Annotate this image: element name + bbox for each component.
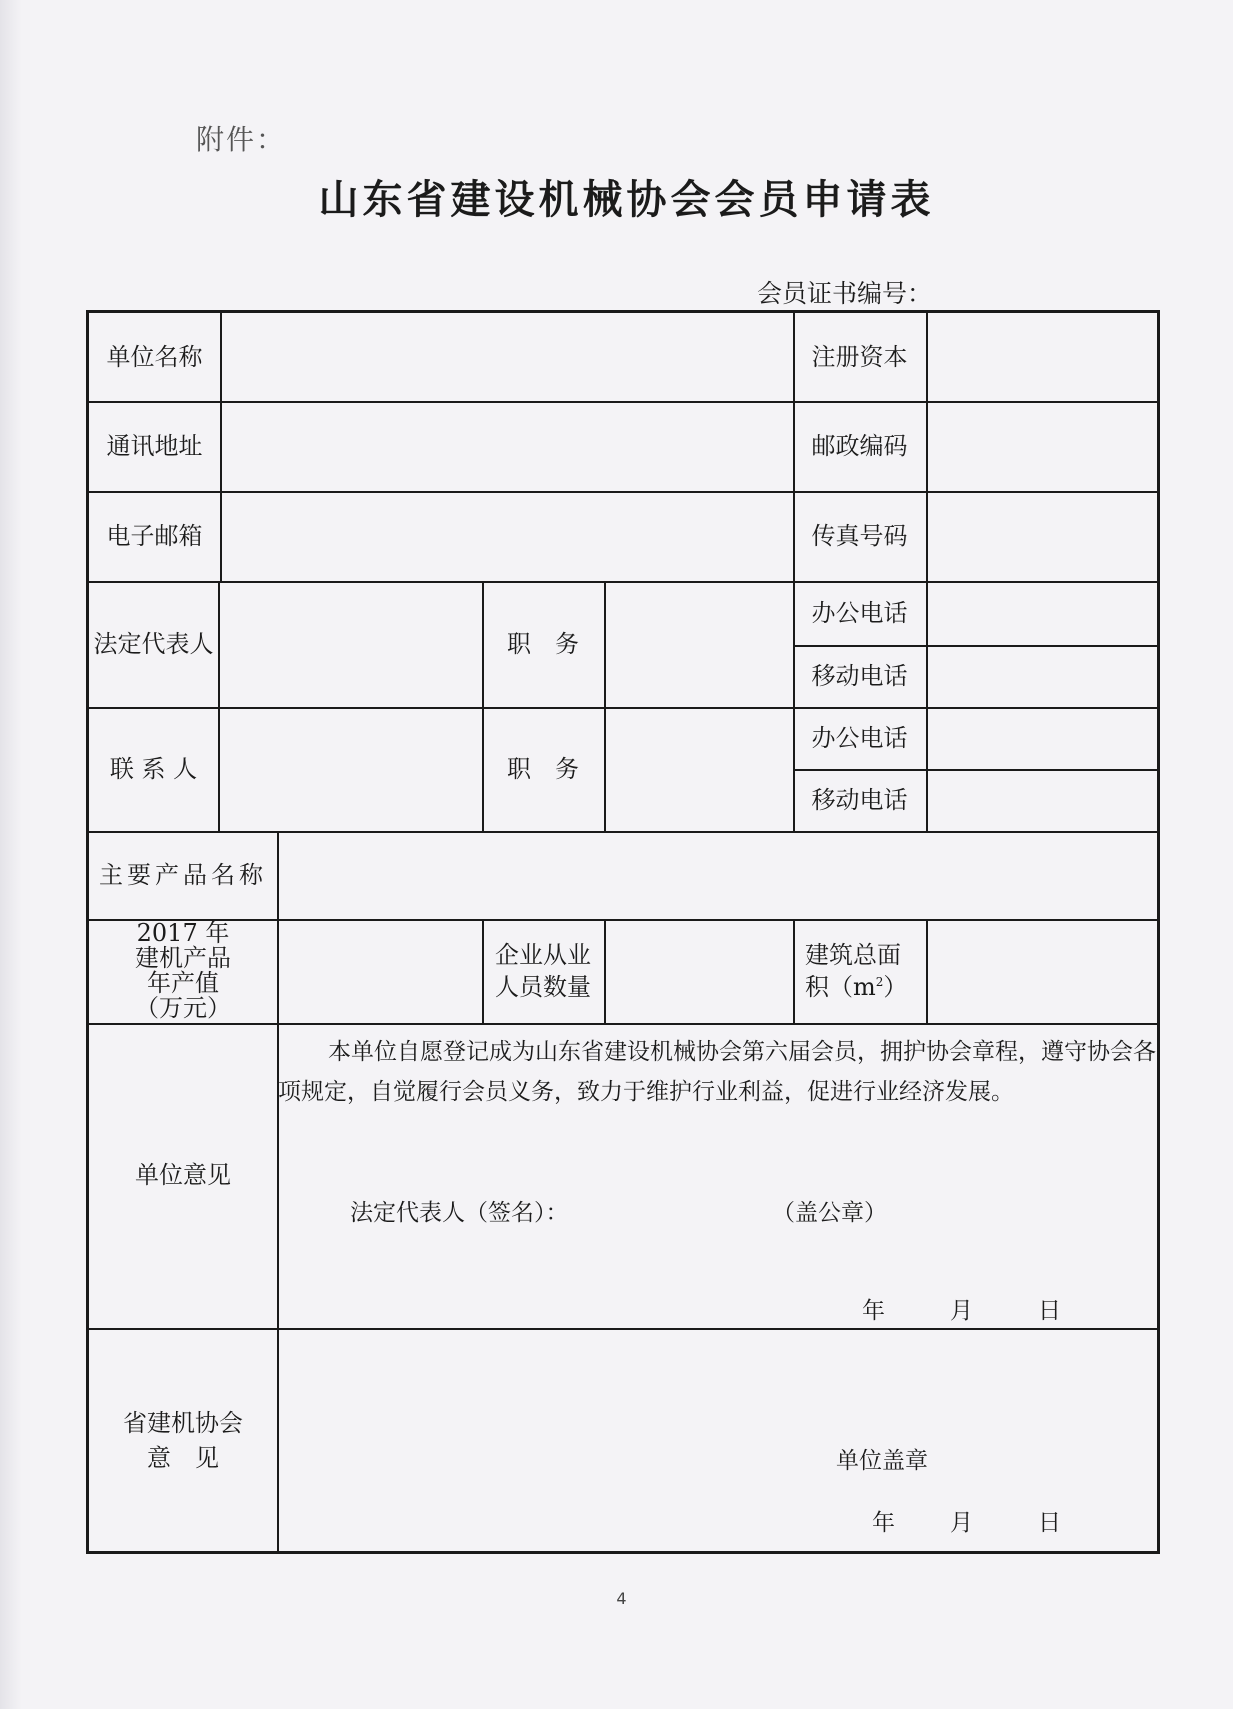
certificate-number-label: 会员证书编号： xyxy=(757,279,933,308)
postal-code-field[interactable] xyxy=(928,403,1155,489)
date-year-1: 年 xyxy=(862,1298,885,1324)
contact-mobile-phone-label: 移动电话 xyxy=(811,785,908,814)
registered-capital-field[interactable] xyxy=(928,315,1155,399)
contact-field[interactable] xyxy=(220,709,480,829)
annual-output-field[interactable] xyxy=(279,921,480,1021)
legal-rep-mobile-phone-label: 移动电话 xyxy=(811,661,908,690)
stamp-label: （盖公章） xyxy=(772,1200,887,1226)
building-area-field[interactable] xyxy=(928,921,1155,1021)
date-day-2: 日 xyxy=(1038,1510,1061,1536)
contact-mobile-phone-field[interactable] xyxy=(928,771,1155,829)
employees-label xyxy=(482,919,604,1023)
legal-rep-position-field[interactable] xyxy=(606,583,791,705)
employees-label-line2: 人员数量 xyxy=(495,973,591,1001)
contact-label: 联 系 人 xyxy=(109,754,198,783)
address-field[interactable] xyxy=(222,403,791,489)
contact-position-field[interactable] xyxy=(606,709,791,829)
legal-rep-office-phone-label: 办公电话 xyxy=(811,598,908,627)
legal-rep-signature-label: 法定代表人（签名）： xyxy=(350,1200,569,1226)
legal-rep-office-phone-field[interactable] xyxy=(928,583,1155,643)
application-form-table xyxy=(86,310,1160,1554)
page-number: 4 xyxy=(616,1589,627,1608)
email-field[interactable] xyxy=(222,493,791,579)
email-label: 电子邮箱 xyxy=(106,521,203,550)
building-area-label-line2-wrap: 积$(m^2)$ xyxy=(805,973,908,1001)
contact-office-phone-label: 办公电话 xyxy=(811,723,908,752)
legal-rep-mobile-phone-field[interactable] xyxy=(928,647,1155,705)
contact-position-label: 职 务 xyxy=(507,754,579,783)
date-day-1: 日 xyxy=(1038,1298,1061,1324)
annual-output-label-line2: 建机产品 xyxy=(135,943,231,972)
page-edge-shadow xyxy=(0,0,22,1709)
legal-rep-field[interactable] xyxy=(220,583,480,705)
date-month-2: 月 xyxy=(950,1510,973,1536)
address-label: 通讯地址 xyxy=(106,431,203,460)
membership-statement: 本单位自愿登记成为山东省建设机械协会第六届会员，拥护协会章程，遵守协会各项规定，自觉履行会员义务，致力于维护行业利益，促进行业经济发展。 xyxy=(278,1039,1156,1105)
postal-code-label: 邮政编码 xyxy=(811,431,908,460)
legal-rep-position-label: 职 务 xyxy=(507,629,579,658)
employees-label-line1: 企业从业 xyxy=(495,940,591,969)
date-year-2: 年 xyxy=(872,1510,895,1536)
main-products-field[interactable] xyxy=(279,833,1155,917)
association-opinion-label-line1: 省建机协会 xyxy=(123,1408,243,1437)
annual-output-label-line4: （万元） xyxy=(135,994,231,1023)
building-area-label-line1: 建筑总面 xyxy=(805,940,901,969)
date-month-1: 月 xyxy=(950,1298,973,1324)
annual-output-label-line3: 年产值 xyxy=(147,969,219,997)
annual-output-label xyxy=(89,919,277,1023)
contact-office-phone-field[interactable] xyxy=(928,709,1155,767)
unit-seal-label: 单位盖章 xyxy=(836,1448,928,1474)
building-area-label xyxy=(793,919,926,1023)
attachment-label: 附件： xyxy=(196,123,287,156)
legal-rep-label: 法定代表人 xyxy=(93,629,214,658)
employees-field[interactable] xyxy=(606,921,791,1021)
fax-label: 传真号码 xyxy=(811,521,908,550)
unit-name-label: 单位名称 xyxy=(106,342,203,371)
registered-capital-label: 注册资本 xyxy=(811,342,908,371)
main-products-label: 主要产品名称 xyxy=(99,860,267,889)
fax-field[interactable] xyxy=(928,493,1155,579)
annual-output-label-line1: 2017 年 xyxy=(136,918,230,947)
page-title: 山东省建设机械协会会员申请表 xyxy=(318,177,935,223)
association-opinion-label xyxy=(89,1328,277,1553)
unit-name-field[interactable] xyxy=(222,315,791,399)
unit-opinion-label: 单位意见 xyxy=(135,1161,231,1190)
association-opinion-label-line2: 意 见 xyxy=(147,1443,219,1472)
